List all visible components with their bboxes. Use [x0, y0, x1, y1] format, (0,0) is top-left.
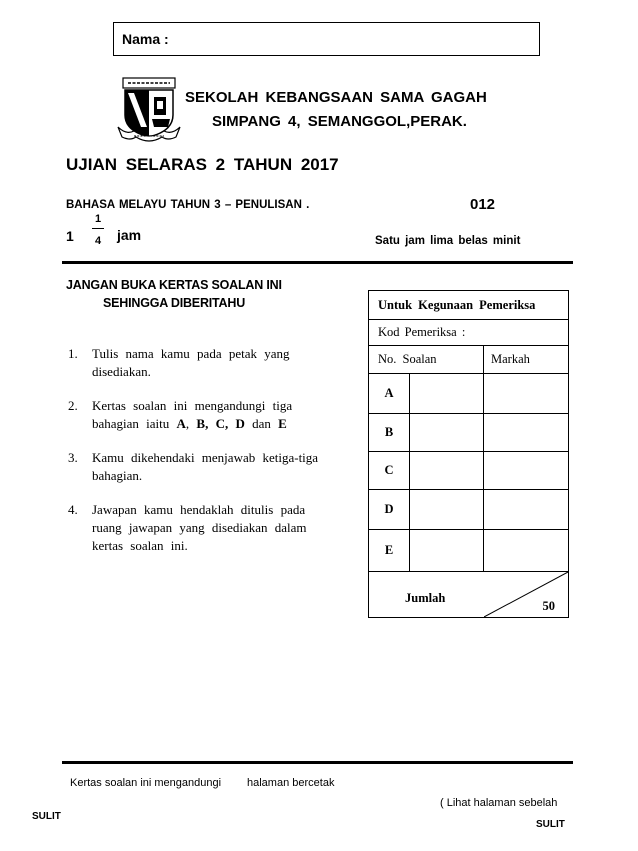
table-title: Untuk Kegunaan Pemeriksa: [378, 297, 536, 312]
examiner-code-label: Kod Pemeriksa :: [378, 325, 466, 339]
marks-cell: [484, 452, 568, 489]
instruction-line: Tulis nama kamu pada petak yang: [92, 346, 290, 361]
exam-code: 012: [470, 196, 496, 213]
section-ref: B, C, D: [196, 416, 245, 431]
page-count-text-before: Kertas soalan ini mengandungi: [70, 777, 222, 789]
marks-cell: [484, 490, 568, 529]
total-diagonal-divider: [484, 572, 568, 617]
classification-left: SULIT: [32, 811, 61, 822]
duration-fraction: [92, 212, 104, 248]
table-row-section-e: [369, 529, 568, 571]
fraction-numerator: 1: [94, 213, 102, 225]
table-row-total: [369, 571, 568, 617]
table-row-section-d: [369, 489, 568, 529]
marks-cell: [410, 490, 484, 529]
name-field-box: [113, 22, 540, 56]
fraction-denominator: 4: [94, 235, 102, 247]
instruction-line: ruang jawapan yang disediakan dalam: [92, 520, 307, 535]
marks-cell: [410, 374, 484, 413]
instruction-line: disediakan.: [92, 364, 151, 379]
marks-cell: [410, 414, 484, 451]
warning-line-2: SEHINGGA DIBERITAHU: [103, 296, 246, 310]
table-title-row: [369, 291, 568, 319]
marks-cell: [484, 414, 568, 451]
school-name: SEKOLAH KEBANGSAAN SAMA GAGAH: [185, 89, 487, 106]
instruction-line: Jawapan kamu hendaklah ditulis pada: [92, 502, 306, 517]
instruction-number: 4.: [68, 502, 78, 517]
instruction-line: [92, 415, 292, 433]
instruction-item-4: [68, 501, 307, 555]
instruction-segment: dan: [244, 416, 279, 431]
instruction-number: 2.: [68, 398, 78, 413]
table-row-section-c: [369, 451, 568, 489]
section-label: D: [369, 490, 410, 529]
exam-title: UJIAN SELARAS 2 TAHUN 2017: [66, 155, 339, 174]
duration-in-words: Satu jam lima belas minit: [375, 235, 521, 247]
column-header-marks: [484, 346, 568, 373]
school-crest-icon: [116, 75, 182, 143]
section-ref: E: [278, 416, 287, 431]
header-divider: [62, 261, 573, 264]
table-row-section-a: [369, 373, 568, 413]
footer-divider: [62, 761, 573, 764]
duration-unit: jam: [117, 227, 142, 243]
warning-line-1: JANGAN BUKA KERTAS SOALAN INI: [66, 278, 282, 292]
marks-cell: [484, 530, 568, 571]
instruction-line: Kertas soalan ini mengandungi tiga: [92, 398, 293, 413]
school-address: SIMPANG 4, SEMANGGOL,PERAK.: [212, 113, 467, 130]
turn-page-note: ( Lihat halaman sebelah: [440, 797, 558, 809]
instruction-line: kertas soalan ini.: [92, 538, 188, 553]
instruction-item-1: [68, 345, 290, 381]
instruction-number: 1.: [68, 346, 78, 361]
instruction-item-3: [68, 449, 318, 485]
marks-cell: [484, 374, 568, 413]
examiner-table: [368, 290, 569, 618]
instruction-line: bahagian.: [92, 468, 143, 483]
instruction-line: Kamu dikehendaki menjawab ketiga-tiga: [92, 450, 319, 465]
column-header-marks-label: Markah: [491, 352, 530, 366]
page-count-text-after: halaman bercetak: [247, 777, 335, 789]
classification-right: SULIT: [536, 819, 565, 830]
instruction-segment: bahagian iaitu: [92, 416, 177, 431]
section-label: E: [369, 530, 410, 571]
instruction-item-2: [68, 397, 292, 433]
table-row-section-b: [369, 413, 568, 451]
fraction-bar: [92, 228, 104, 229]
total-max-marks: 50: [542, 599, 555, 613]
examiner-code-row: [369, 319, 568, 345]
duration-whole: 1: [66, 228, 74, 244]
exam-subject: BAHASA MELAYU TAHUN 3 – PENULISAN .: [66, 199, 310, 211]
section-ref: A: [176, 416, 186, 431]
column-header-row: [369, 345, 568, 373]
section-label: B: [369, 414, 410, 451]
name-label: Nama :: [122, 31, 169, 47]
column-header-question: [369, 346, 484, 373]
total-label: Jumlah: [405, 591, 446, 605]
marks-cell: [410, 452, 484, 489]
instruction-number: 3.: [68, 450, 78, 465]
instruction-segment: ,: [185, 416, 197, 431]
marks-cell: [410, 530, 484, 571]
column-header-question-label: No. Soalan: [378, 352, 437, 366]
section-label: C: [369, 452, 410, 489]
section-label: A: [369, 374, 410, 413]
